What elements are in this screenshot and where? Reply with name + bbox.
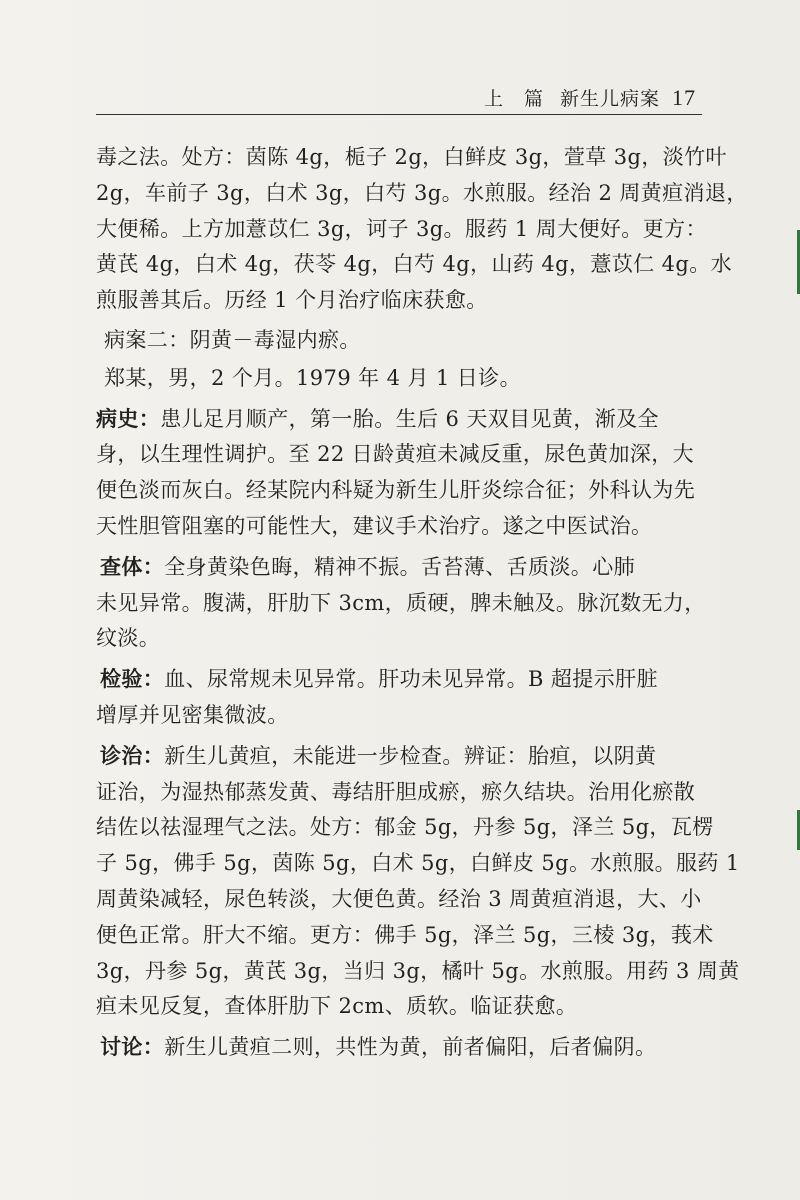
text-line: 毒之法。处方：茵陈 4g，栀子 2g，白鲜皮 3g，萱草 3g，淡竹叶 [96,145,727,169]
text-line: 增厚并见密集微波。 [96,702,289,727]
treatment-label: 诊治： [100,742,165,768]
paragraph-exam [96,549,706,657]
text-line: 黄芪 4g，白术 4g，茯苓 4g，白芍 4g，山药 4g，薏苡仁 4g。水 [96,252,733,277]
page-number: 17 [672,85,696,110]
text-line: 子 5g，佛手 5g，茵陈 5g，白术 5g，白鲜皮 5g。水煎服。服药 1 [96,851,740,876]
text-line: 结佐以祛湿理气之法。处方：郁金 5g，丹参 5g，泽兰 5g，瓦楞 [96,815,714,840]
paragraph-discussion [96,1029,706,1066]
body-text [96,140,748,1070]
section-label: 上 篇 [483,88,544,110]
discussion-label: 讨论： [100,1034,165,1060]
text-line: 郑某，男，2 个月。1979 年 4 月 1 日诊。 [104,365,521,390]
text-line: 新生儿黄疸，未能进一步检查。辨证：胎疸，以阴黄 [164,743,657,768]
exam-label: 查体： [100,553,165,579]
text-line: 便色淡而灰白。经某院内科疑为新生儿肝炎综合征；外科认为先 [96,478,696,503]
text-line: 患儿足月顺产，第一胎。生后 6 天双目见黄，渐及全 [160,406,659,431]
paragraph-lab [96,661,706,734]
text-line: 煎服善其后。历经 1 个月治疗临床获愈。 [96,288,488,313]
paragraph-prescription-continued [96,140,748,319]
text-line: 全身黄染色晦，精神不振。舌苔薄、舌质淡。心肺 [164,554,636,579]
text-line: 2g，车前子 3g，白术 3g，白芍 3g。水煎服。经治 2 周黄疸消退， [96,180,748,205]
text-line: 3g，丹参 5g，黄芪 3g，当归 3g，橘叶 5g。水煎服。用药 3 周黄 [96,958,740,983]
running-header [484,84,696,111]
patient-info [96,361,706,397]
paragraph-treatment [96,738,740,1025]
text-line: 大便稀。上方加薏苡仁 3g，诃子 3g。服药 1 周大便好。更方： [96,216,707,241]
text-line: 未见异常。腹满，肝肋下 3cm，质硬，脾未触及。脉沉数无力， [96,590,706,615]
history-label: 病史： [96,405,161,431]
text-line: 病案二：阴黄－毒湿内瘀。 [104,327,361,352]
text-line: 天性胆管阻塞的可能性大，建议手术治疗。遂之中医试治。 [96,513,653,538]
text-line: 身，以生理性调护。至 22 日龄黄疸未减反重，尿色黄加深，大 [96,442,695,467]
lab-label: 检验： [100,666,165,692]
text-line: 周黄染减轻，尿色转淡，大便色黄。经治 3 周黄疸消退，大、小 [96,886,702,911]
text-line: 纹淡。 [96,626,161,651]
text-line: 新生儿黄疸二则，共性为黄，前者偏阳，后者偏阴。 [164,1035,657,1060]
paragraph-history [96,401,706,545]
case-title [96,323,706,359]
header-rule [96,114,702,115]
text-line: 血、尿常规未见异常。肝功未见异常。B 超提示肝脏 [164,667,658,692]
chapter-title: 新生儿病案 [559,88,660,110]
text-line: 便色正常。肝大不缩。更方：佛手 5g，泽兰 5g，三棱 3g，莪术 [96,922,714,947]
text-line: 证治，为湿热郁蒸发黄、毒结肝胆成瘀，瘀久结块。治用化瘀散 [96,779,696,804]
text-line: 疸未见反复，查体肝肋下 2cm、质软。临证获愈。 [96,994,578,1019]
